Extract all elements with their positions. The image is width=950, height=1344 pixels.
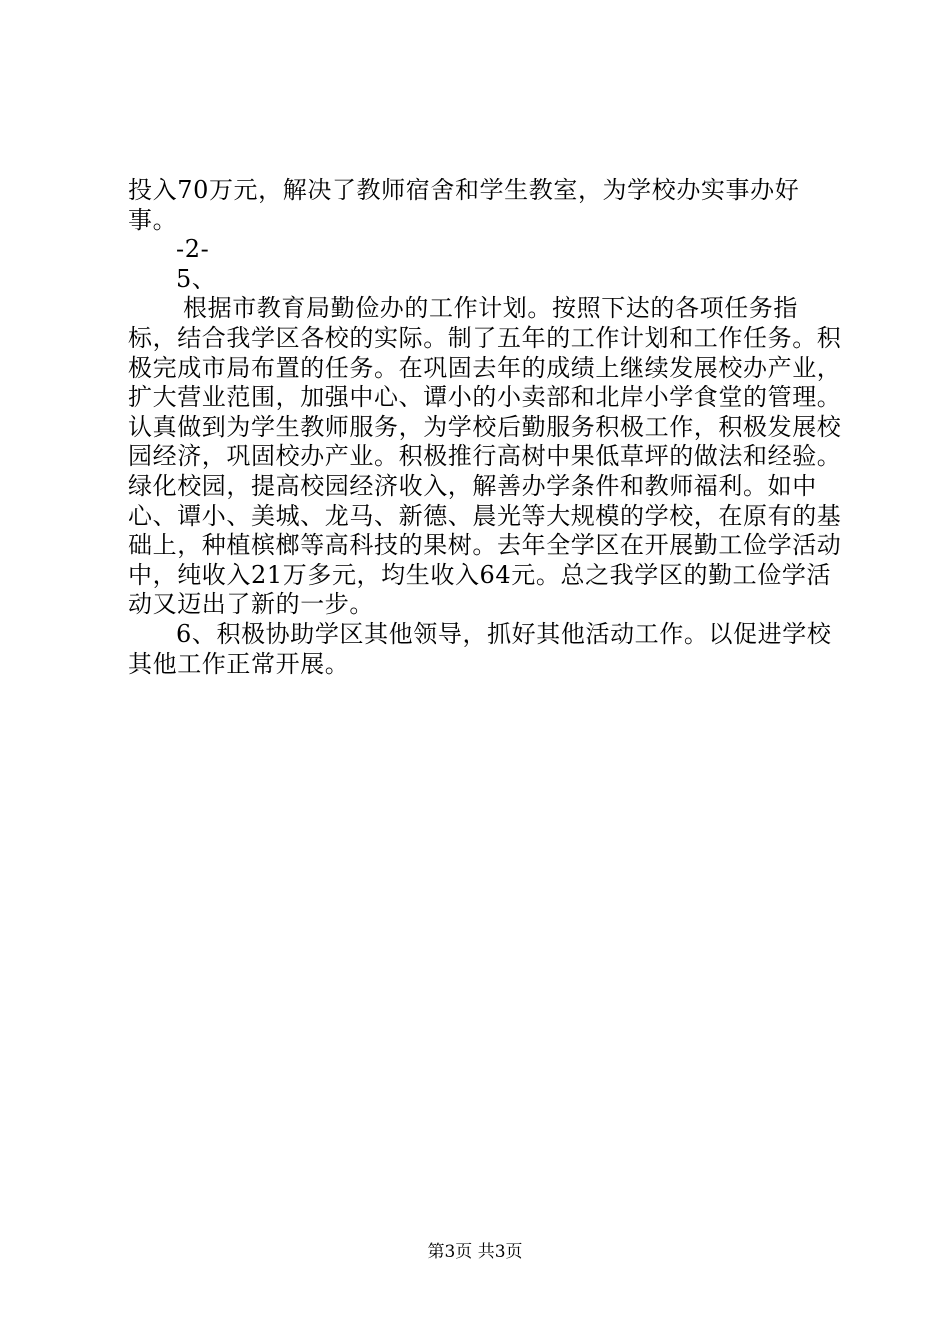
document-body [128,176,844,679]
section-number-5: 5、 [176,264,217,293]
paragraph-work-plan: 根据市教育局勤俭办的工作计划。按照下达的各项任务指标，结合我学区各校的实际。制了五年的工作计划和工作任务。积极完成市局布置的任务。在巩固去年的成绩上继续发展校办产业，扩大营业范围，加强中心、谭小的小卖部和北岸小学食堂的管理。认真做到为学生教师服务，为学校后勤服务积极工作，积极发展校园经济，巩固校办产业。积极推行高树中果低草坪的做法和经验。绿化校园，提高校园经济收入，解善办学条件和教师福利。如中心、谭小、美城、龙马、新德、晨光等大规模的学校，在原有的基础上，种植槟榔等高科技的果树。去年全学区在开展勤工俭学活动中，纯收入21万多元，均生收入64元。总之我学区的勤工俭学活动又迈出了新的一步。 [128,294,842,619]
page-marker: -2- [176,235,210,264]
page-footer: 第3页 共3页 [427,1242,523,1262]
paragraph-item-6: 6、积极协助学区其他领导，抓好其他活动工作。以促进学校其他工作正常开展。 [128,619,832,678]
paragraph-investment: 投入70万元，解决了教师宿舍和学生教室，为学校办实事办好事。 [128,176,800,234]
